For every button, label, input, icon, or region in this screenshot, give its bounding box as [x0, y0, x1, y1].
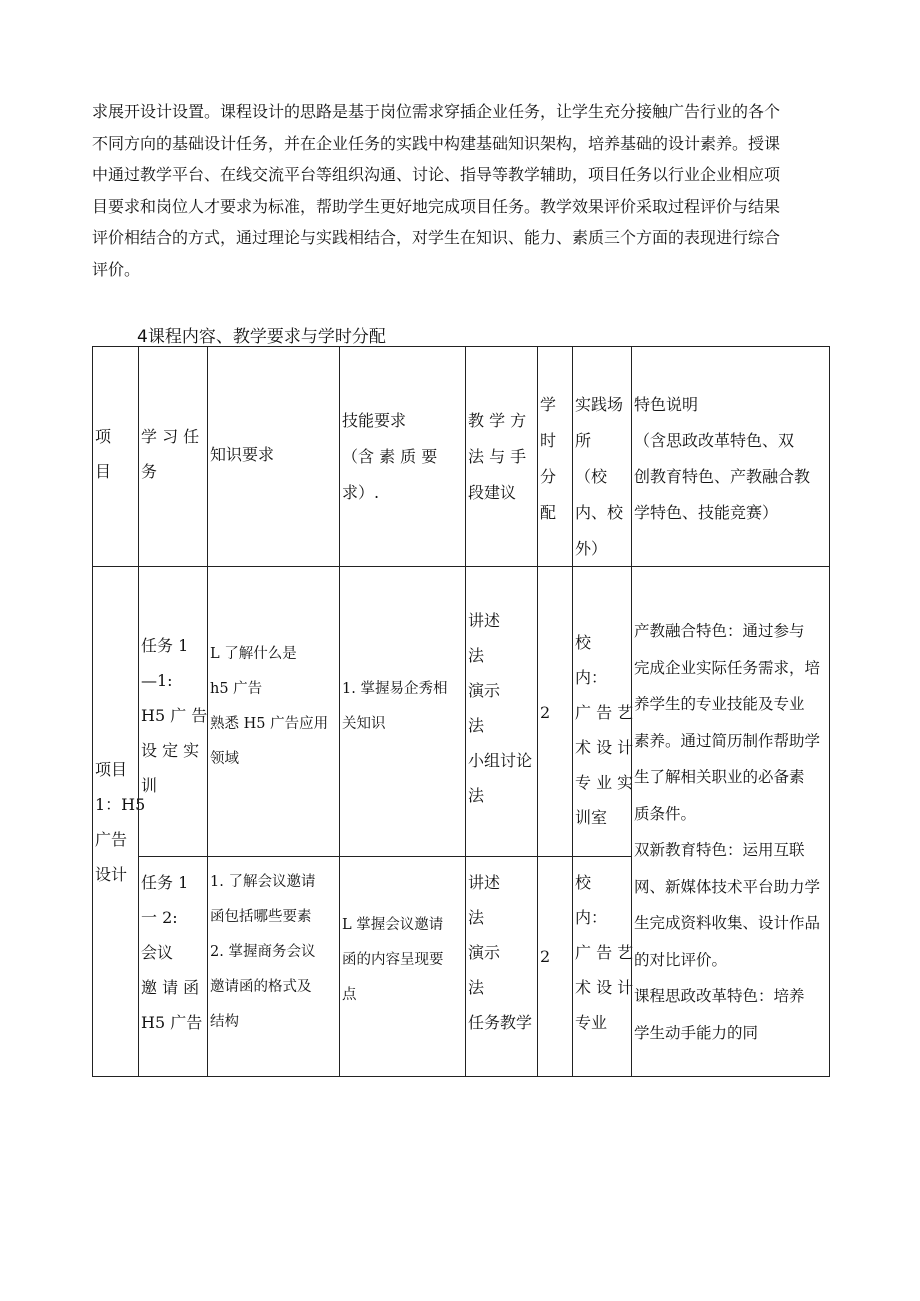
knowledge-cell-line: 领域: [210, 751, 239, 767]
project-cell-line: 广告: [95, 830, 128, 849]
header-hours-line: 时: [540, 431, 557, 450]
header-method-line: 法 与 手: [468, 447, 527, 466]
header-feature-line: 创教育特色、产教融合教: [634, 467, 811, 486]
header-task: [138, 346, 208, 567]
venue-cell-line: 广 告 艺: [575, 943, 634, 962]
header-skill-line: 求）.: [342, 483, 380, 502]
task-cell-line: —1:: [141, 671, 173, 690]
venue-cell-line: 术 设 计: [575, 738, 634, 757]
venue-cell-line: 内：: [575, 908, 608, 927]
task-cell-line: 邀 请 函: [141, 978, 200, 997]
feature-cell-line: 学生动手能力的同: [634, 1023, 759, 1042]
task-cell: [138, 856, 208, 1077]
header-venue-line: 内、校: [575, 503, 624, 522]
skill-cell-line: 点: [342, 987, 357, 1003]
skill-cell-line: 关知识: [342, 716, 386, 732]
intro-paragraph: [92, 96, 832, 285]
feature-cell-line: 生完成资料收集、设计作品: [634, 914, 821, 932]
feature-cell-line: 素养。通过简历制作帮助学: [634, 731, 821, 750]
paragraph-line: 求展开设计设置。课程设计的思路是基于岗位需求穿插企业任务，让学生充分接触广告行业的各个: [92, 102, 781, 121]
project-cell: [92, 566, 146, 1077]
project-cell-line: 设计: [95, 865, 128, 884]
venue-cell-line: 术 设 计: [575, 978, 634, 997]
feature-cell-line: 课程思政改革特色：培养: [634, 987, 805, 1005]
header-knowledge: [207, 346, 340, 567]
header-venue: [572, 346, 632, 567]
task-cell-line: 任务 1: [141, 873, 189, 892]
venue-cell: [572, 856, 632, 1077]
feature-cell-line: 质条件。: [634, 804, 697, 823]
method-cell-line: 演示: [468, 943, 501, 962]
task-cell-line: 一 2:: [141, 908, 178, 927]
skill-cell: [339, 856, 466, 1077]
method-cell-line: 小组讨论: [468, 751, 533, 770]
method-cell-line: 法: [468, 786, 485, 805]
feature-cell-line: 网、新媒体技术平台助力学: [634, 877, 821, 896]
method-cell-line: 讲述: [468, 873, 501, 892]
paragraph-line: 不同方向的基础设计任务，并在企业任务的实践中构建基础知识架构，培养基础的设计素养。授课: [92, 133, 781, 153]
hours-cell: 2: [537, 856, 573, 1077]
method-cell-line: 法: [468, 908, 485, 927]
method-cell: [465, 566, 538, 857]
venue-cell-line: 专 业 实: [575, 773, 634, 792]
method-cell-line: 任务教学: [468, 1013, 533, 1032]
skill-cell-line: 函的内容呈现要: [342, 952, 444, 968]
knowledge-cell-line: 函包括哪些要素: [210, 909, 312, 925]
skill-cell-line: L 掌握会议邀请: [342, 917, 444, 933]
venue-cell: [572, 566, 632, 857]
method-cell-line: 法: [468, 978, 485, 997]
header-method-line: 教 学 方: [468, 411, 527, 430]
feature-cell-line: 生了解相关职业的必备素: [634, 768, 805, 786]
header-hours-line: 学: [540, 395, 557, 414]
header-hours-line: 配: [540, 503, 557, 522]
header-venue-line: （校: [575, 467, 608, 486]
section-heading: 4课程内容、教学要求与学时分配: [137, 327, 386, 347]
knowledge-cell-line: 1. 了解会议邀请: [210, 874, 316, 890]
paragraph-line: 中通过教学平台、在线交流平台等组织沟通、讨论、指导等教学辅助，项目任务以行业企业相应项: [92, 165, 781, 184]
header-method: [465, 346, 538, 567]
knowledge-cell-line: 2. 掌握商务会议: [210, 944, 316, 960]
knowledge-cell-line: h5 广告: [210, 681, 263, 697]
knowledge-cell-line: 邀请函的格式及: [210, 979, 312, 995]
feature-cell-line: 的对比评价。: [634, 950, 728, 969]
task-cell-line: H5 广告: [141, 1013, 203, 1032]
header-feature-line: 特色说明: [634, 395, 699, 414]
method-cell-line: 讲述: [468, 611, 501, 630]
skill-cell: [339, 566, 466, 857]
knowledge-cell-line: 结构: [210, 1014, 239, 1030]
header-feature-line: 学特色、技能竞赛）: [634, 503, 779, 522]
header-feature: [631, 346, 830, 567]
venue-cell-line: 校: [575, 873, 592, 892]
project-cell-line: 项目: [95, 760, 128, 779]
header-venue-line: 所: [575, 431, 592, 450]
task-cell-line: 任务 1: [141, 636, 189, 655]
method-cell-line: 法: [468, 646, 485, 665]
hours-cell: 2: [537, 566, 573, 857]
knowledge-cell: [207, 566, 340, 857]
task-cell-line: 训: [141, 776, 158, 795]
venue-cell-line: 校: [575, 633, 592, 652]
header-skill: [339, 346, 466, 567]
header-knowledge-line: 知识要求: [210, 445, 275, 464]
feature-cell-line: 养学生的专业技能及专业: [634, 695, 805, 713]
header-hours-line: 分: [540, 467, 557, 486]
header-project-line: 目: [95, 462, 112, 481]
header-task-line: 务: [141, 462, 158, 481]
header-venue-line: 实践场: [575, 395, 624, 414]
header-feature-line: （含思政改革特色、双: [634, 431, 795, 450]
paragraph-line: 评价相结合的方式，通过理论与实践相结合，对学生在知识、能力、素质三个方面的表现进行综合: [92, 228, 781, 247]
paragraph-line: 评价。: [92, 259, 141, 279]
header-hours: [537, 346, 573, 567]
venue-cell-line: 专业: [575, 1013, 608, 1032]
venue-cell-line: 训室: [575, 808, 608, 827]
method-cell-line: 法: [468, 716, 485, 735]
task-cell-line: 会议: [141, 943, 174, 962]
venue-cell-line: 广 告 艺: [575, 703, 634, 722]
header-project-line: 项: [95, 427, 112, 446]
feature-cell-line: 产教融合特色：通过参与: [634, 622, 805, 640]
header-skill-line: （含 素 质 要: [342, 447, 438, 466]
paragraph-line: 目要求和岗位人才要求为标准，帮助学生更好地完成项目任务。教学效果评价采取过程评价与结果: [92, 196, 781, 216]
header-skill-line: 技能要求: [342, 411, 407, 430]
method-cell-line: 演示: [468, 681, 501, 700]
feature-cell-line: 双新教育特色：运用互联: [634, 841, 805, 859]
task-cell: [138, 566, 208, 857]
method-cell: [465, 856, 538, 1077]
feature-cell-line: 完成企业实际任务需求，培: [634, 658, 821, 677]
header-method-line: 段建议: [468, 483, 517, 502]
venue-cell-line: 内：: [575, 668, 608, 687]
knowledge-cell: [207, 856, 340, 1077]
header-task-line: 学 习 任: [141, 427, 200, 446]
header-project: [92, 346, 139, 567]
header-venue-line: 外）: [575, 539, 608, 558]
task-cell-line: H5 广 告: [141, 706, 208, 725]
feature-cell: [631, 566, 830, 1077]
knowledge-cell-line: 熟悉 H5 广告应用: [210, 716, 329, 732]
knowledge-cell-line: L 了解什么是: [210, 646, 297, 662]
task-cell-line: 设 定 实: [141, 741, 200, 760]
project-cell-line: 1：H5: [95, 795, 146, 814]
skill-cell-line: 1. 掌握易企秀相: [342, 681, 448, 697]
